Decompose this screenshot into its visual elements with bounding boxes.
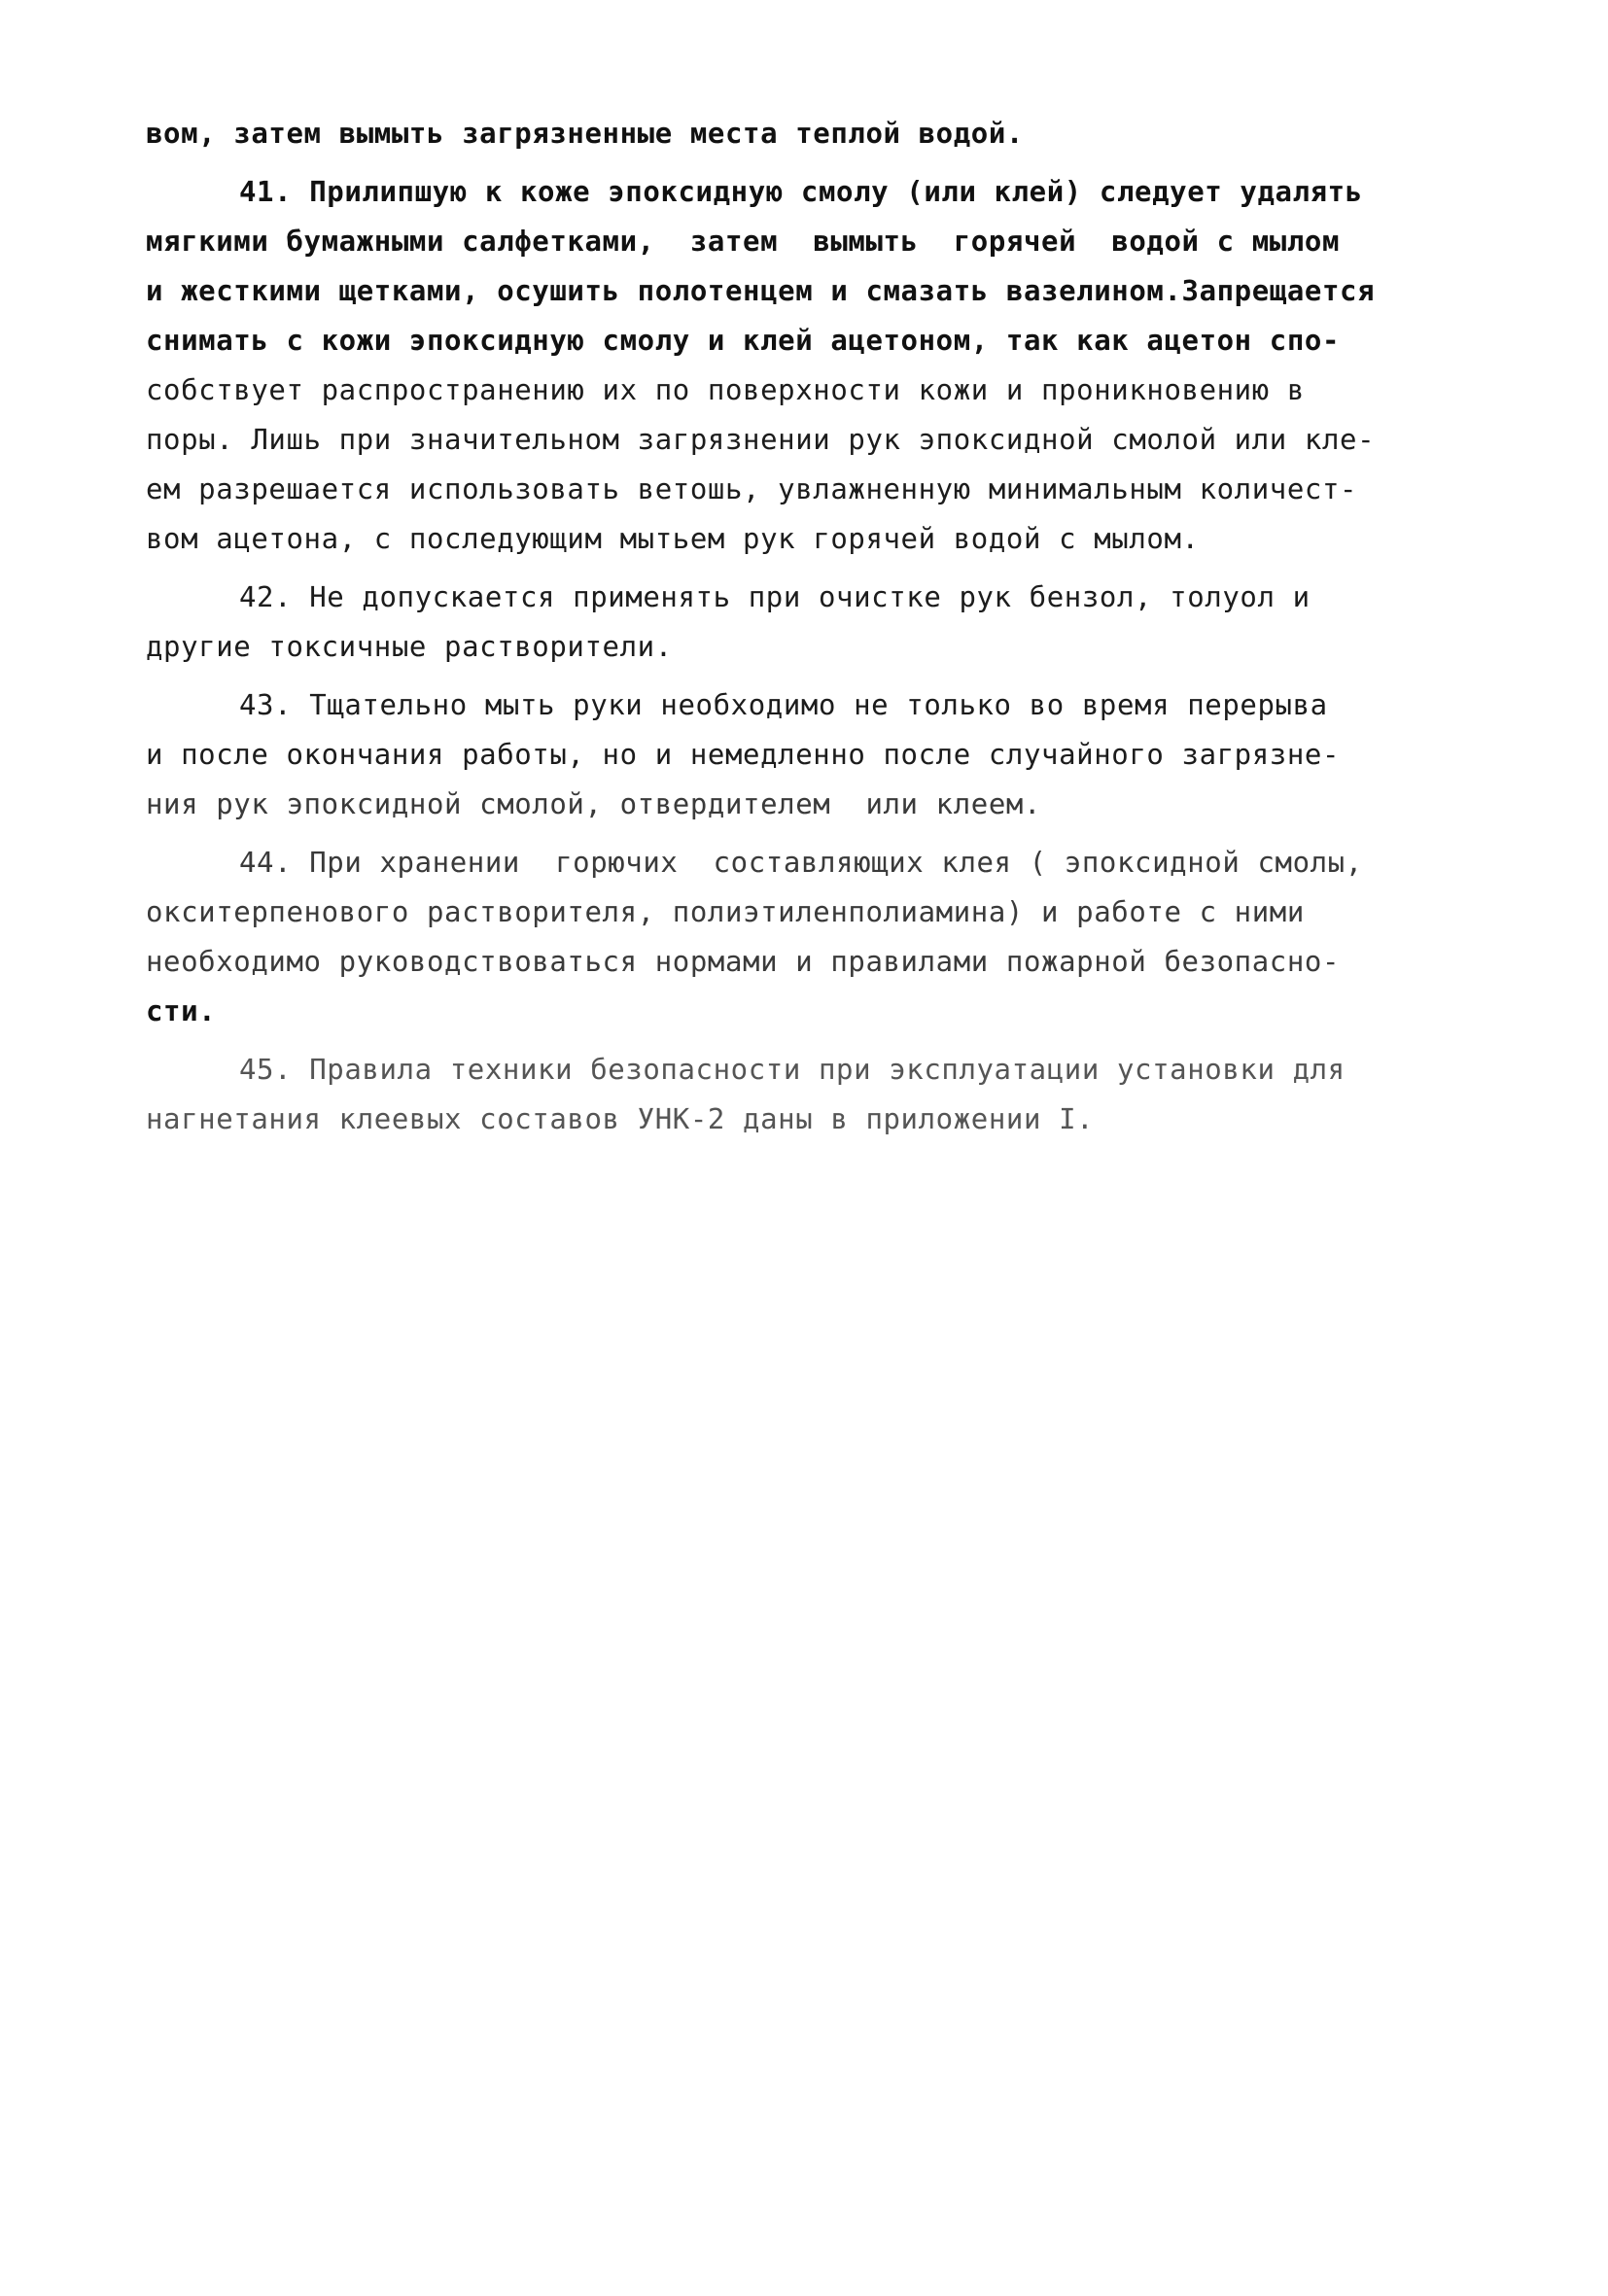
text-line: снимать с кожи эпоксидную смолу и клей ацетоном, так как ацетон спо- bbox=[146, 324, 1341, 357]
text-line: 44. При хранении горючих составляющих клея ( эпоксидной смолы, bbox=[239, 846, 1363, 879]
paragraph-45 bbox=[146, 1045, 1449, 1144]
text-line: мягкими бумажными салфетками, затем вымыть горячей водой с мылом bbox=[146, 225, 1341, 258]
paragraph-gap bbox=[146, 158, 1449, 167]
paragraph-42 bbox=[146, 573, 1449, 672]
document-body bbox=[146, 109, 1449, 1144]
text-line: необходимо руководствоваться нормами и правилами пожарной безопасно- bbox=[146, 945, 1341, 978]
text-line: вом ацетона, с последующим мытьем рук горячей водой с мылом. bbox=[146, 522, 1200, 555]
text-line: нагнетания клеевых составов УНК-2 даны в приложении I. bbox=[146, 1102, 1095, 1135]
paragraph-43 bbox=[146, 680, 1449, 829]
text-line: ем разрешается использовать ветошь, увлажненную минимальным количест- bbox=[146, 472, 1358, 505]
text-line: ния рук эпоксидной смолой, отвердителем или клеем. bbox=[146, 787, 1042, 820]
paragraph-gap bbox=[146, 1036, 1449, 1045]
text-line: собствует распространению их по поверхности кожи и проникновению в bbox=[146, 373, 1305, 406]
text-line: и жесткими щетками, осушить полотенцем и смазать вазелином.Запрещается bbox=[146, 274, 1376, 307]
text-line: 43. Тщательно мыть руки необходимо не только во время перерыва bbox=[239, 688, 1328, 721]
text-line: другие токсичные растворители. bbox=[146, 630, 673, 663]
text-line: поры. Лишь при значительном загрязнении рук эпоксидной смолой или кле- bbox=[146, 423, 1376, 456]
paragraph-gap bbox=[146, 829, 1449, 838]
paragraph-gap bbox=[146, 672, 1449, 680]
text-line: 41. Прилипшую к коже эпоксидную смолу (или клей) следует удалять bbox=[239, 175, 1363, 208]
paragraph-gap bbox=[146, 564, 1449, 573]
paragraph-44 bbox=[146, 838, 1449, 1036]
text-line: 42. Не допускается применять при очистке рук бензол, толуол и bbox=[239, 580, 1311, 613]
text-line: и после окончания работы, но и немедленно после случайного загрязне- bbox=[146, 738, 1341, 771]
paragraph-41 bbox=[146, 167, 1449, 564]
text-line: вом, затем вымыть загрязненные места теплой водой. bbox=[146, 117, 1024, 150]
text-line: 45. Правила техники безопасности при эксплуатации установки для bbox=[239, 1053, 1346, 1086]
paragraph-40-tail bbox=[146, 109, 1449, 158]
text-line: сти. bbox=[146, 994, 217, 1027]
text-line: окситерпенового растворителя, полиэтиленполиамина) и работе с ними bbox=[146, 895, 1305, 928]
